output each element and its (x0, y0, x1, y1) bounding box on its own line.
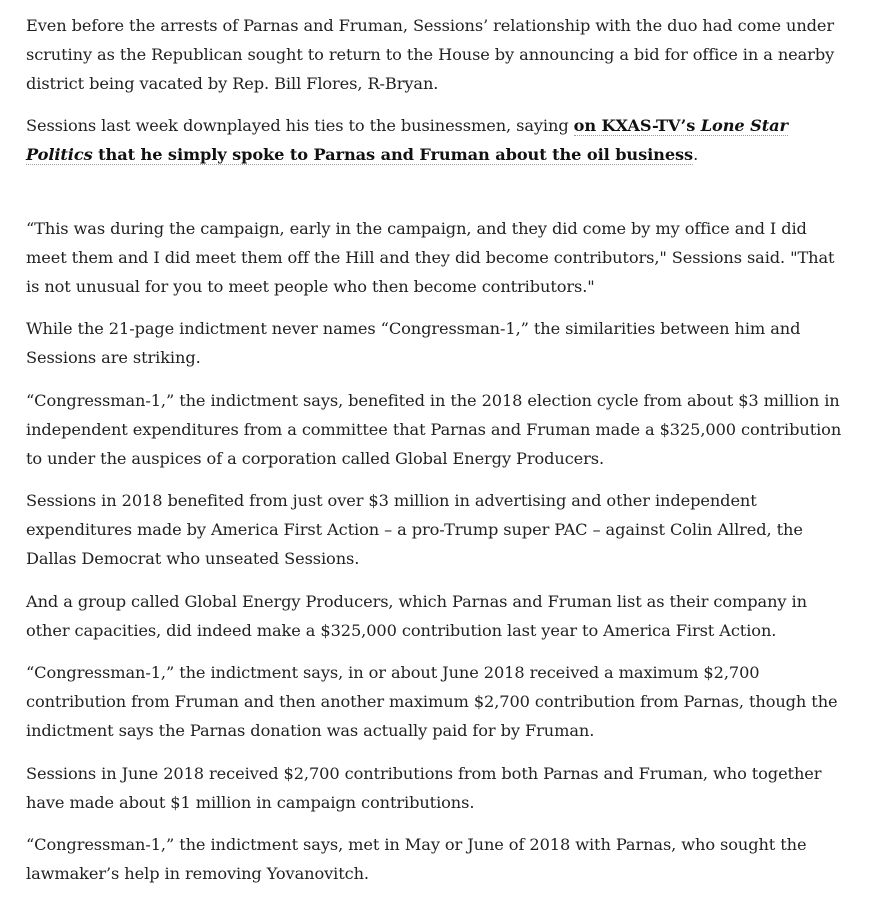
paragraph-6: Sessions in 2018 benefited from just over $3 million in advertising and other independent expenditures made by America First Action – a pro-Trump super PAC – against Colin Allred, the Dallas Democrat who unseated Sessions. (26, 491, 803, 568)
paragraph-5: “Congressman-1,” the indictment says, benefited in the 2018 election cycle from about $3 million in independent expenditures from a committee that Parnas and Fruman made a $325,000 contribution to under the auspices of a corporation called Global Energy Producers. (26, 390, 842, 468)
paragraph-4: While the 21-page indictment never names “Congressman-1,” the similarities between him and Sessions are striking. (26, 319, 801, 368)
paragraph-8: “Congressman-1,” the indictment says, in or about June 2018 received a maximum $2,700 contribution from Fruman and then another maximum $2,700 contribution from Parnas, though the indictment says the Parnas donation was actually paid for by Fruman. (26, 663, 838, 740)
article-body (26, 0, 846, 889)
link-show-title: Lone Star Politics (26, 116, 788, 165)
paragraph-2-end: . (693, 145, 699, 165)
paragraph-2 (26, 112, 846, 170)
paragraph-3: “This was during the campaign, early in the campaign, and they did come by my office and I did meet them and I did meet them off the Hill and they did become contributors," Sessions said. "That is not unusual for you to meet people who then become contributors." (26, 218, 835, 296)
paragraph-9: Sessions in June 2018 received $2,700 contributions from both Parnas and Fruman, who together have made about $1 million in campaign contributions. (26, 763, 822, 812)
link-text-end: that he simply spoke to Parnas and Fruman about the oil business (92, 145, 694, 165)
paragraph-7: And a group called Global Energy Producers, which Parnas and Fruman list as their company in other capacities, did indeed make a $325,000 contribution last year to America First Action. (26, 591, 807, 640)
link-text-start: on KXAS-TV’s (573, 116, 701, 136)
paragraph-2-lead: Sessions last week downplayed his ties to the businessmen, saying (26, 116, 574, 136)
paragraph-1: Even before the arrests of Parnas and Fruman, Sessions’ relationship with the duo had come under scrutiny as the Republican sought to return to the House by announcing a bid for office in a nearby district being vacated by Rep. Bill Flores, R-Bryan. (26, 16, 835, 93)
paragraph-10: “Congressman-1,” the indictment says, met in May or June of 2018 with Parnas, who sought the lawmaker’s help in removing Yovanovitch. (26, 835, 807, 884)
